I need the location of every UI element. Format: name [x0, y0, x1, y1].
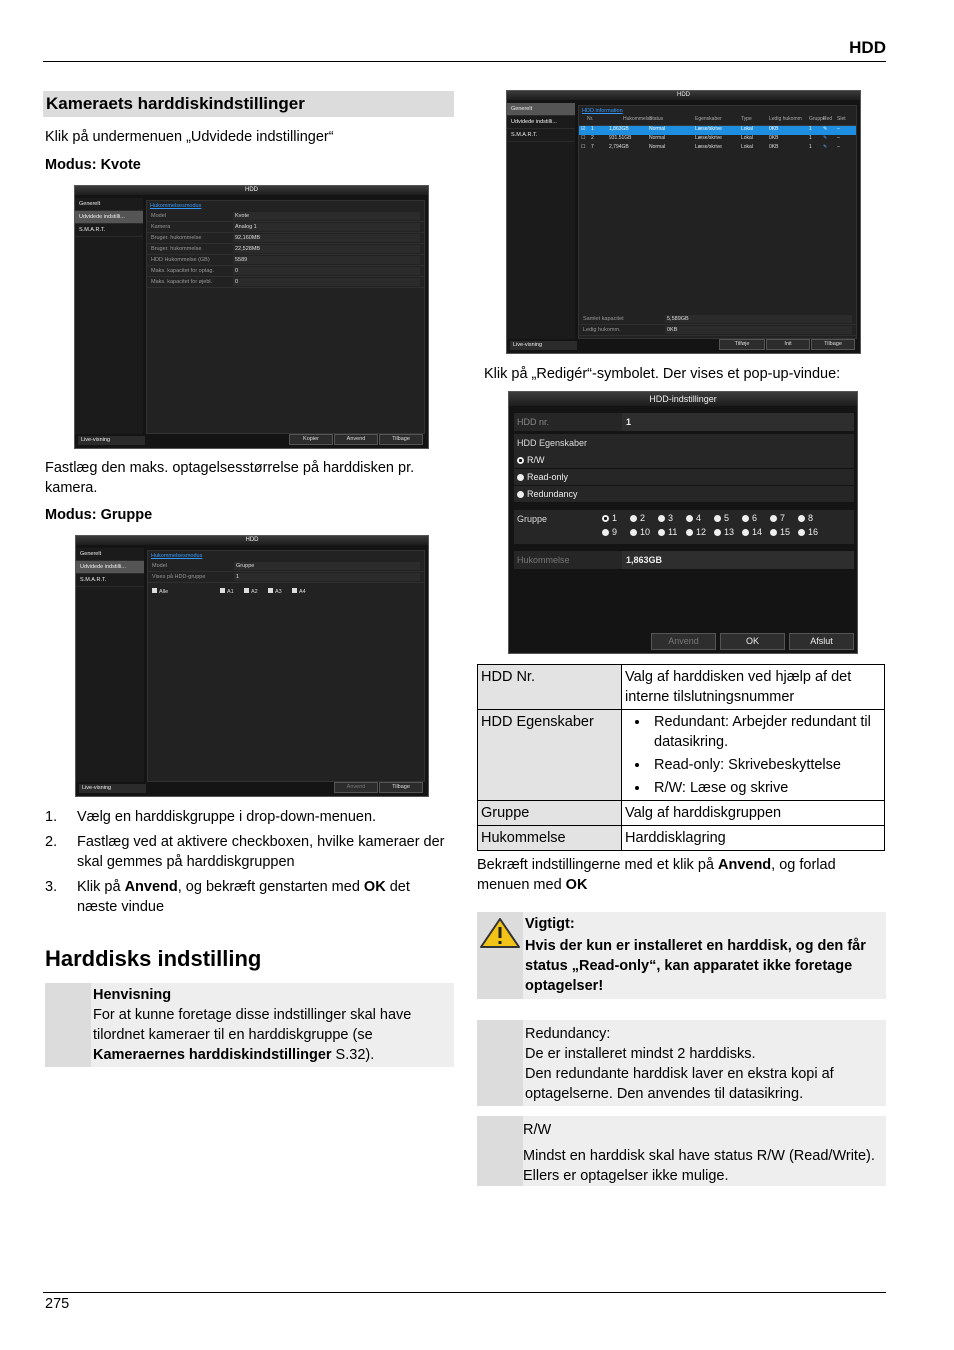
settings-panel [147, 550, 425, 782]
live-view-button[interactable]: Live-visning [79, 784, 146, 793]
group-radio[interactable] [798, 525, 818, 539]
setting-label: Maks. kapacitet for optag. [151, 268, 214, 274]
cell: 1 [809, 126, 812, 132]
table-row[interactable]: ☐ 7 2,794GB Normal Læse/skrive Lokal 0KB 1 ✎ – [581, 144, 840, 150]
sidebar [507, 103, 575, 339]
redundancy-line2: Den redundante harddisk laver en ekstra kopi af optagelserne. Den anvendes til datasikring. [525, 1066, 834, 1102]
edit-icon[interactable]: ✎ [823, 126, 828, 132]
radio-icon[interactable] [602, 529, 609, 536]
cell: Normal [649, 135, 666, 141]
col-header: Status [649, 116, 664, 122]
storage-mode-link[interactable]: Hukommelsesmodus [151, 553, 203, 559]
group-radio[interactable] [602, 525, 630, 539]
setting-value[interactable]: 0 [233, 267, 420, 275]
step-number: 2. [45, 834, 58, 850]
group-number: 6 [752, 513, 758, 523]
cell: Normal [649, 144, 666, 150]
step-number: 1. [45, 809, 58, 825]
section-heading: Harddisks indstilling [45, 946, 262, 971]
delete-icon[interactable]: – [837, 144, 840, 150]
step-text-post: det næste vindue [77, 879, 410, 915]
list-item: • R/W: Læse og skrive [650, 778, 881, 798]
option-read-only[interactable] [514, 469, 854, 485]
option-rw[interactable] [514, 452, 854, 468]
setting-label: HDD Hukommelse (GB) [151, 257, 210, 263]
screenshot-hdd-quota [74, 185, 429, 449]
radio-icon[interactable] [686, 529, 693, 536]
confirm-text [477, 855, 887, 895]
group-number: 2 [640, 513, 646, 523]
notice-title: Henvisning [93, 987, 172, 1003]
rw-content [523, 1120, 880, 1186]
setting-value[interactable]: Gruppe [234, 562, 420, 570]
radio-icon[interactable] [517, 491, 524, 498]
memory-label: Hukommelse [517, 555, 570, 565]
radio-icon[interactable] [714, 529, 721, 536]
group-radio[interactable] [686, 525, 714, 539]
redundancy-box [477, 1020, 886, 1106]
setting-label: Model [152, 563, 167, 569]
radio-icon[interactable] [658, 529, 665, 536]
sidebar-item-general[interactable]: Generelt [507, 103, 575, 116]
checkbox-label: A4 [299, 589, 306, 595]
radio-icon[interactable] [630, 529, 637, 536]
edit-icon[interactable]: ✎ [823, 144, 828, 150]
col-header: Hukommelse [623, 116, 653, 122]
setting-row[interactable] [148, 572, 424, 583]
option-label: R/W [527, 455, 545, 465]
cell: 1,863GB [609, 126, 629, 132]
mode-group-heading: Modus: Gruppe [45, 507, 153, 523]
sidebar-item-advanced[interactable]: Udvidede indstilli... [507, 116, 575, 129]
notice-text-pre: For at kunne foretage disse indstillinger skal have tilordnet kameraer til en harddiskgruppe (se [93, 1007, 412, 1043]
back-button[interactable]: Tilbage [379, 434, 423, 445]
summary-value: 0KB [665, 326, 852, 334]
edit-instruction: Klik på „Redigér“-symbolet. Der vises et pop-up-vindue: [484, 366, 841, 382]
table-label: HDD Egenskaber [478, 710, 622, 801]
redundancy-content [525, 1024, 880, 1104]
option-redundancy[interactable] [514, 486, 854, 502]
cell: Læse/skrive [695, 135, 722, 141]
sidebar-item-smart[interactable]: S.M.A.R.T. [75, 224, 143, 237]
confirm-bold: Anvend [717, 857, 772, 873]
mode-quota-heading: Modus: Kvote [45, 157, 141, 173]
group-radio[interactable] [630, 525, 658, 539]
confirm-mid: , og forlad menuen med [477, 857, 836, 893]
setting-label: Bruger. hukommelse [151, 246, 202, 252]
setting-label: Kamera [151, 224, 171, 230]
radio-icon[interactable] [798, 529, 805, 536]
radio-icon[interactable] [517, 457, 524, 464]
checkbox-camera[interactable] [220, 588, 234, 595]
group-number: 4 [696, 513, 702, 523]
group-radio[interactable] [602, 511, 630, 525]
radio-icon[interactable] [770, 515, 777, 522]
cell: Lokal [741, 135, 753, 141]
page-header-title: HDD [849, 38, 886, 57]
rw-text: Mindst en harddisk skal have status R/W (Read/Write). Ellers er optagelser ikke mulige. [523, 1148, 875, 1184]
setting-label: Bruger. hukommelse [151, 235, 202, 241]
window-title: HDD [507, 91, 860, 100]
setting-label: Maks. kapacitet for øjebl. [151, 279, 213, 285]
step-text-mid: , og bekræft genstarten med [177, 879, 364, 895]
table-row [478, 801, 885, 826]
list-item [45, 877, 445, 917]
group-radios-row1 [602, 511, 818, 525]
group-number: 16 [808, 527, 819, 537]
radio-icon[interactable] [517, 474, 524, 481]
step-text-bold: Anvend [124, 879, 178, 895]
radio-icon[interactable] [686, 515, 693, 522]
checkbox-camera[interactable] [244, 588, 258, 595]
back-button[interactable]: Tilbage [811, 339, 855, 350]
table-label: Hukommelse [478, 826, 622, 851]
group-number: 9 [612, 527, 618, 537]
setting-row [147, 244, 424, 255]
redundancy-title: Redundancy: [525, 1026, 611, 1042]
radio-icon[interactable] [770, 529, 777, 536]
notice-icon-area [45, 983, 91, 1067]
group-number: 13 [724, 527, 735, 537]
group-radio[interactable] [714, 525, 742, 539]
checkbox-camera[interactable] [268, 588, 282, 595]
setting-value[interactable]: 1 [234, 573, 420, 581]
table-value [622, 710, 885, 801]
step-text: Vælg en harddiskgruppe i drop-down-menuen. [77, 809, 377, 825]
notice-text-post: S.32). [331, 1047, 375, 1063]
radio-icon[interactable] [798, 515, 805, 522]
sidebar-item-general[interactable]: Generelt [75, 198, 143, 211]
footer-rule [43, 1292, 886, 1293]
window-title: HDD [75, 186, 428, 195]
cell: Normal [649, 126, 666, 132]
important-content [525, 914, 880, 996]
setting-value[interactable]: Analog 1 [233, 223, 420, 231]
init-button[interactable]: Init [766, 339, 810, 350]
radio-icon[interactable] [658, 515, 665, 522]
cell: 1 [591, 126, 594, 132]
warning-icon [478, 916, 522, 950]
checkbox-label: A3 [275, 589, 282, 595]
list-item [45, 807, 445, 827]
step-text: Fastlæg ved at aktivere checkboxen, hvilke kameraer der skal gemmes på harddiskgruppen [77, 834, 445, 870]
table-value: Valg af harddiskgruppen [622, 801, 885, 826]
table-row [478, 826, 885, 851]
cell: 2,794GB [609, 144, 629, 150]
table-row[interactable]: ☐ 2 931.51GB Normal Læse/skrive Lokal 0KB 1 ✎ – [581, 135, 840, 141]
capacity-summary [579, 314, 856, 336]
list-item [45, 832, 445, 872]
screenshot-hdd-group [75, 535, 429, 797]
checkbox-label: Alle [159, 589, 169, 595]
summary-label: Samlet kapacitet [583, 316, 624, 322]
steps-list [45, 807, 445, 917]
group-number: 12 [696, 527, 707, 537]
cell: 0KB [769, 126, 779, 132]
group-number: 3 [668, 513, 674, 523]
setting-value: 92,160MB [233, 234, 420, 242]
cell: Læse/skrive [695, 126, 722, 132]
group-radio[interactable] [658, 525, 686, 539]
group-radio[interactable] [686, 511, 714, 525]
setting-label: Model [151, 213, 166, 219]
hdd-information-link[interactable]: HDD information [582, 108, 623, 114]
notice-text-bold: Kameraernes harddiskindstillinger [93, 1047, 332, 1063]
notice-box [45, 983, 454, 1067]
sidebar-item-smart[interactable]: S.M.A.R.T. [76, 574, 144, 587]
important-title: Vigtigt: [525, 916, 575, 932]
table-row[interactable]: ☑ 1 1,863GB Normal Læse/skrive Lokal 0KB 1 ✎ – [579, 126, 856, 135]
group-number: 1 [612, 513, 618, 523]
group-number: 8 [808, 513, 814, 523]
col-header: Egenskaber [695, 116, 722, 122]
setting-value[interactable]: 0 [233, 278, 420, 286]
group-radio[interactable] [770, 525, 798, 539]
sidebar [75, 198, 143, 434]
hdd-nr-label: HDD nr. [517, 417, 550, 427]
cell: Lokal [741, 144, 753, 150]
setting-label: Vises på HDD-gruppe [152, 574, 206, 580]
summary-label: Ledig hukomm. [583, 327, 621, 333]
sidebar-item-general[interactable]: Generelt [76, 548, 144, 561]
copy-button[interactable]: Kopier [289, 434, 333, 445]
cell: 7 [591, 144, 594, 150]
radio-icon[interactable] [742, 515, 749, 522]
step-text-bold: OK [363, 879, 386, 895]
memory-row [514, 551, 854, 569]
group-number: 14 [752, 527, 763, 537]
screenshot-hdd-information [506, 90, 861, 354]
col-header: Gruppe [809, 116, 826, 122]
important-box [477, 912, 886, 999]
group-number: 7 [780, 513, 786, 523]
bullet-list [625, 712, 881, 798]
setting-row[interactable] [148, 561, 424, 572]
cell: 1 [809, 144, 812, 150]
step-text-pre: Klik på [77, 879, 125, 895]
table-row [478, 710, 885, 801]
checkbox-all[interactable] [152, 588, 168, 595]
settings-panel [146, 200, 425, 434]
confirm-pre: Bekræft indstillingerne med et klik på [477, 857, 718, 873]
group-number: 10 [640, 527, 651, 537]
checkbox-camera[interactable] [292, 588, 306, 595]
group-label: Gruppe [517, 514, 548, 524]
notice-text [93, 1005, 450, 1065]
group-radios-row2 [602, 525, 818, 539]
checkbox-label: A2 [251, 589, 258, 595]
hdd-nr-row [514, 413, 854, 431]
ok-button[interactable]: OK [720, 633, 785, 650]
setting-value: 5589 [233, 256, 420, 264]
col-header: Red [823, 116, 833, 122]
checkbox-label: A1 [227, 589, 234, 595]
col-header: Type [741, 116, 752, 122]
sidebar-item-advanced[interactable]: Udvidede indstilli... [76, 561, 144, 574]
info-icon-area [477, 1116, 523, 1186]
list-item: • Redundant: Arbejder redundant til datasikring. [650, 712, 881, 752]
cell: 0KB [769, 135, 779, 141]
table-value: Valg af harddisken ved hjælp af det interne tilslutningsnummer [622, 665, 885, 710]
cell: 1 [809, 135, 812, 141]
setting-row[interactable] [147, 211, 424, 222]
rw-title: R/W [523, 1122, 552, 1138]
group-number: 5 [724, 513, 730, 523]
radio-icon[interactable] [602, 515, 609, 522]
section-title: Kameraets harddiskindstillinger [46, 94, 305, 113]
cell: Læse/skrive [695, 144, 722, 150]
cell: Lokal [741, 126, 753, 132]
group-radio[interactable] [714, 511, 742, 525]
list-item: • Read-only: Skrivebeskyttelse [650, 755, 881, 775]
summary-value: 5,589GB [665, 315, 852, 323]
group-radio[interactable] [742, 525, 770, 539]
cell: 0KB [769, 144, 779, 150]
option-label: Read-only [527, 472, 569, 482]
section-title-bar [43, 91, 454, 117]
table-header-row [579, 116, 856, 126]
exit-button[interactable]: Afslut [789, 633, 854, 650]
add-button[interactable]: Tilføje [719, 339, 765, 350]
live-view-button[interactable]: Live-visning [510, 341, 577, 350]
radio-icon[interactable] [742, 529, 749, 536]
rw-box [477, 1116, 886, 1186]
setting-value: 22,528MB [233, 245, 420, 253]
col-header: Nr. [587, 116, 594, 122]
group-radio[interactable] [630, 511, 658, 525]
setting-row[interactable] [147, 277, 424, 288]
redundancy-line1: De er installeret mindst 2 harddisks. [525, 1046, 756, 1062]
table-label: HDD Nr. [478, 665, 622, 710]
setting-row[interactable] [147, 222, 424, 233]
popup-hdd-settings [508, 391, 858, 654]
apply-button[interactable]: Anvend [651, 633, 716, 650]
sidebar-item-smart[interactable]: S.M.A.R.T. [507, 129, 575, 142]
info-icon-area [477, 1020, 523, 1106]
cell: 2 [591, 135, 594, 141]
important-text: Hvis der kun er installeret en harddisk, og den får status „Read-only“, kan apparatet ikke foretage optagelser! [525, 938, 866, 994]
camera-checkbox-row [148, 586, 424, 598]
props-label-row [514, 434, 854, 452]
settings-table [477, 664, 885, 851]
setting-row [147, 255, 424, 266]
props-label: HDD Egenskaber [517, 438, 588, 448]
radio-icon[interactable] [714, 515, 721, 522]
setting-row [147, 233, 424, 244]
hdd-nr-value: 1 [622, 413, 854, 431]
group-radio[interactable] [770, 511, 798, 525]
live-view-button[interactable]: Live-visning [78, 436, 145, 445]
sidebar-item-advanced[interactable]: Udvidede indstilli... [75, 211, 143, 224]
notice-content [93, 985, 450, 1065]
cell: 931.51GB [609, 135, 632, 141]
summary-row [579, 325, 856, 336]
table-value: Harddisklagring [622, 826, 885, 851]
delete-icon[interactable]: – [837, 126, 840, 132]
storage-mode-link[interactable]: Hukommelsesmodus [150, 203, 202, 209]
sidebar [76, 548, 144, 782]
table-label: Gruppe [478, 801, 622, 826]
group-number: 11 [668, 527, 678, 537]
edit-icon[interactable]: ✎ [823, 135, 828, 141]
col-header: Ledig hukomm [769, 116, 802, 122]
popup-title: HDD-indstillinger [509, 392, 857, 406]
setting-row[interactable] [147, 266, 424, 277]
window-title: HDD [76, 536, 428, 545]
group-radio[interactable] [798, 511, 818, 525]
hdd-info-panel [578, 105, 857, 339]
back-button[interactable]: Tilbage [379, 782, 423, 793]
group-number: 15 [780, 527, 791, 537]
delete-icon[interactable]: – [837, 135, 840, 141]
memory-value: 1,863GB [622, 551, 854, 569]
page-number: 275 [45, 1296, 70, 1312]
intro-text: Klik på undermenuen „Udvidede indstillinger“ [45, 129, 334, 145]
confirm-bold: OK [565, 877, 588, 893]
apply-button[interactable]: Anvend [334, 782, 378, 793]
group-radio[interactable] [742, 511, 770, 525]
header-rule [43, 61, 886, 62]
apply-button[interactable]: Anvend [334, 434, 378, 445]
warning-icon-area [477, 912, 523, 999]
option-label: Redundancy [527, 489, 578, 499]
summary-row [579, 314, 856, 325]
quota-description: Fastlæg den maks. optagelsesstørrelse på harddisken pr. kamera. [45, 460, 415, 496]
group-row [514, 510, 854, 544]
table-row [478, 665, 885, 710]
group-radio[interactable] [658, 511, 686, 525]
radio-icon[interactable] [630, 515, 637, 522]
col-header: Slet [837, 116, 846, 122]
setting-value[interactable]: Kvote [233, 212, 420, 220]
step-number: 3. [45, 879, 58, 895]
